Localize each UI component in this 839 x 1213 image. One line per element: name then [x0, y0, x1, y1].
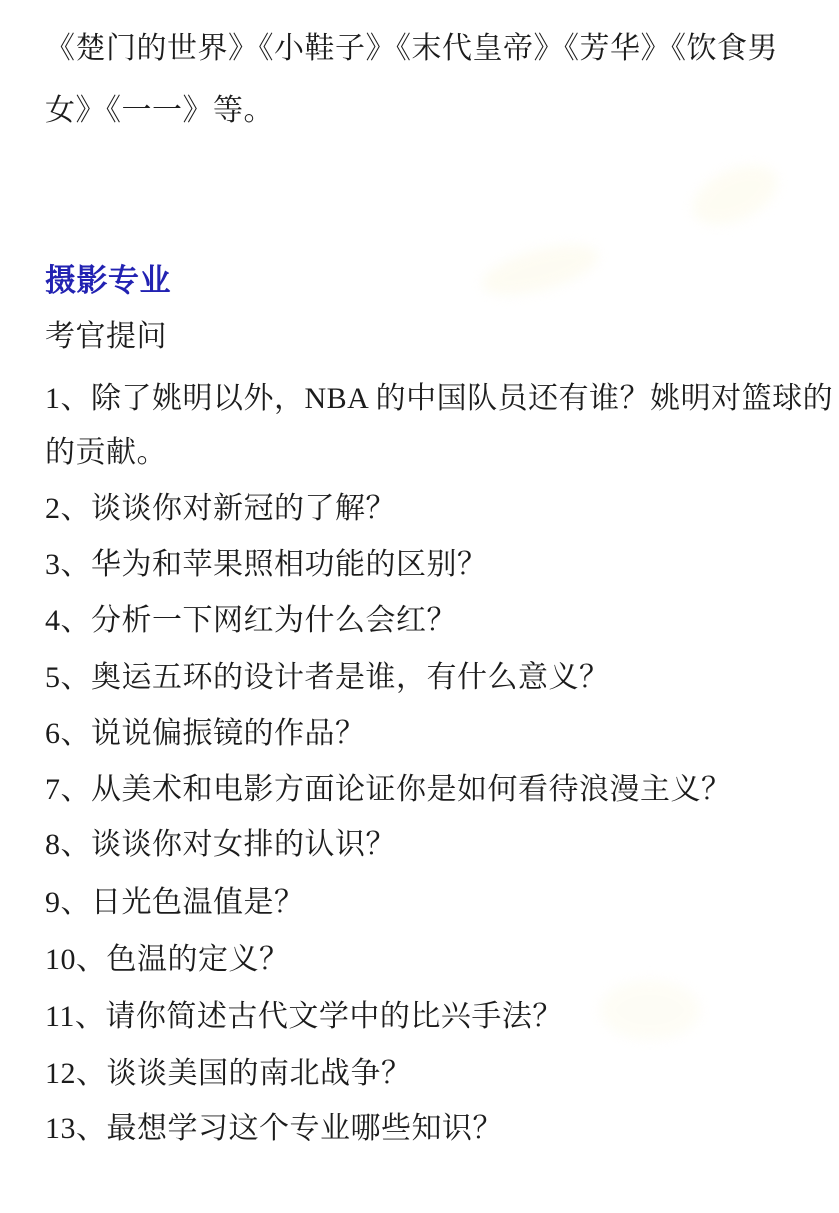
- question-3: 3、华为和苹果照相功能的区别？: [45, 548, 488, 581]
- question-10: 10、色温的定义？: [45, 943, 290, 976]
- question-11: 11、请你简述古代文学中的比兴手法？: [45, 1000, 563, 1033]
- scan-smudge: [684, 153, 787, 236]
- film-list-line-2: 女》《一一》等。: [45, 94, 274, 127]
- question-5: 5、奥运五环的设计者是谁，有什么意义？: [45, 661, 610, 694]
- question-1-line-1: 1、除了姚明以外，NBA 的中国队员还有谁？姚明对篮球的: [45, 382, 834, 415]
- section-heading: 摄影专业: [45, 263, 171, 298]
- examiner-question-label: 考官提问: [45, 320, 167, 353]
- question-8: 8、谈谈你对女排的认识？: [45, 828, 396, 861]
- question-7: 7、从美术和电影方面论证你是如何看待浪漫主义？: [45, 773, 732, 806]
- question-9: 9、日光色温值是？: [45, 886, 305, 919]
- question-1-line-2: 的贡献。: [45, 436, 167, 469]
- question-6: 6、说说偏振镜的作品？: [45, 717, 366, 750]
- film-list-line-1: 《楚门的世界》《小鞋子》《末代皇帝》《芳华》《饮食男: [45, 32, 778, 65]
- question-12: 12、谈谈美国的南北战争？: [45, 1057, 412, 1090]
- question-13: 13、最想学习这个专业哪些知识？: [45, 1112, 503, 1145]
- question-4: 4、分析一下网红为什么会红？: [45, 604, 457, 637]
- question-2: 2、谈谈你对新冠的了解？: [45, 492, 396, 525]
